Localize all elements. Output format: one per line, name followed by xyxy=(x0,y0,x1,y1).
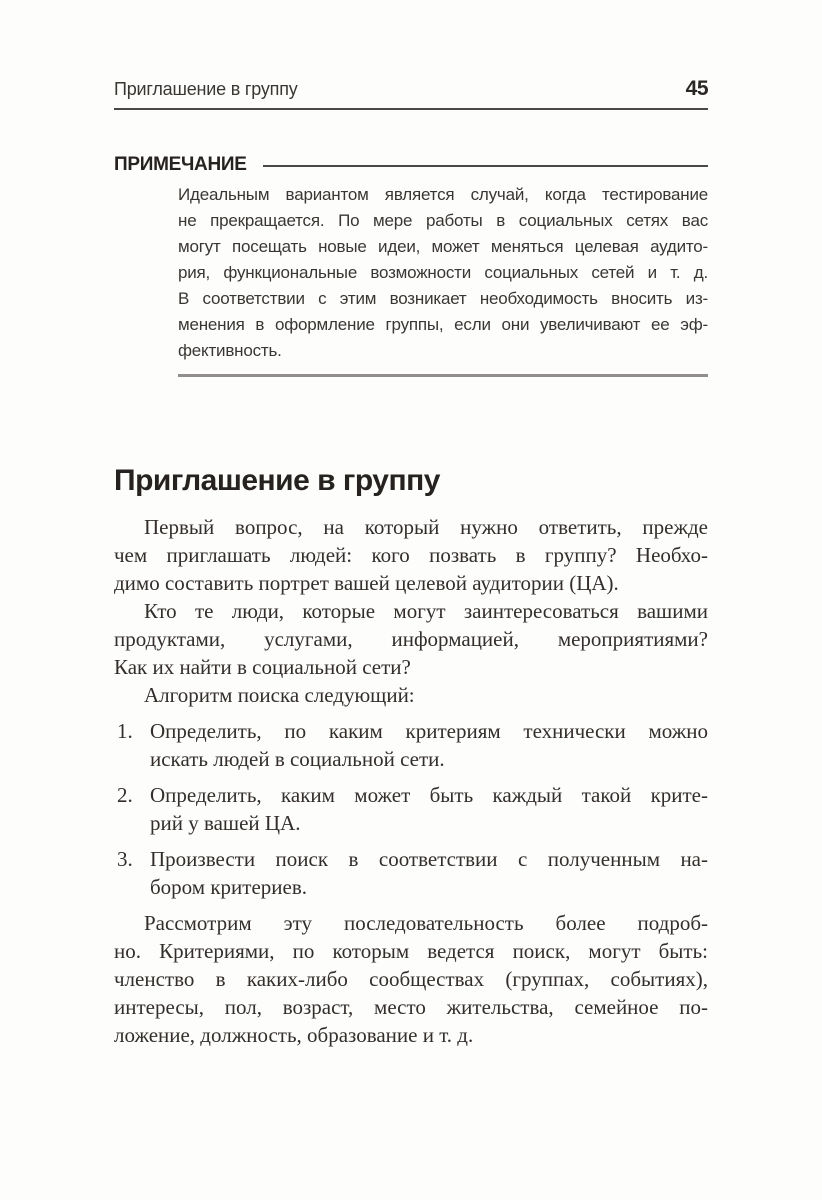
text-line: Кто те люди, которые могут заинтересоваться вашими xyxy=(144,599,708,623)
text-line: Как их найти в социальной сети? xyxy=(114,655,411,679)
paragraph xyxy=(114,597,708,681)
paragraph xyxy=(114,909,708,1049)
paragraph xyxy=(114,513,708,597)
text-line: продуктами, услугами, информацией, мероприятиями? xyxy=(114,627,708,651)
text-line: ложение, должность, образование и т. д. xyxy=(114,1023,474,1047)
note-label-rule xyxy=(263,165,708,167)
text-line: могут посещать новые идеи, может меняться целевая аудито- xyxy=(178,237,708,256)
text-line: рий у вашей ЦА. xyxy=(150,811,301,835)
list-item xyxy=(114,781,708,837)
text-line: рия, функциональные возможности социальных сетей и т. д. xyxy=(178,263,708,282)
text-line: Алгоритм поиска следующий: xyxy=(144,683,415,707)
text-line: Определить, по каким критериям технически можно xyxy=(150,719,708,743)
text-line: Определить, каким может быть каждый такой крите- xyxy=(150,783,708,807)
header-rule xyxy=(114,108,708,110)
text-line: Рассмотрим эту последовательность более подроб- xyxy=(144,911,708,935)
page-header xyxy=(114,78,708,100)
list-item-text xyxy=(150,717,708,773)
text-line: но. Критериями, по которым ведется поиск, могут быть: xyxy=(114,939,708,963)
list-item xyxy=(114,845,708,901)
note-box xyxy=(114,154,708,377)
paragraph xyxy=(114,681,708,709)
chapter-body xyxy=(114,513,708,1049)
list-item-text xyxy=(150,845,708,901)
note-text xyxy=(178,182,708,364)
text-line: чем приглашать людей: кого позвать в группу? Необхо- xyxy=(114,543,708,567)
chapter-title: Приглашение в группу xyxy=(114,464,440,497)
list-item-marker: 2. xyxy=(117,783,133,807)
note-label: ПРИМЕЧАНИЕ xyxy=(114,154,247,175)
text-line: менения в оформление группы, если они увеличивают ее эф- xyxy=(178,315,708,334)
note-bottom-rule xyxy=(178,374,708,377)
text-line: В соответствии с этим возникает необходимость вносить из- xyxy=(178,289,708,308)
text-line: димо составить портрет вашей целевой аудитории (ЦА). xyxy=(114,571,619,595)
list-item-marker: 3. xyxy=(117,847,133,871)
text-line: Идеальным вариантом является случай, когда тестирование xyxy=(178,185,708,204)
running-header-title: Приглашение в группу xyxy=(114,79,298,99)
text-line: бором критериев. xyxy=(150,875,307,899)
text-line: Первый вопрос, на который нужно ответить, прежде xyxy=(144,515,708,539)
note-header xyxy=(114,154,708,176)
text-line: Произвести поиск в соответствии с полученным на- xyxy=(150,847,708,871)
list-item-text xyxy=(150,781,708,837)
text-line: фективность. xyxy=(178,341,282,360)
text-line: членство в каких-либо сообществах (группах, событиях), xyxy=(114,967,708,991)
text-line: интересы, пол, возраст, место жительства, семейное по- xyxy=(114,995,708,1019)
list-item xyxy=(114,717,708,773)
page-number: 45 xyxy=(685,77,708,100)
text-line: не прекращается. По мере работы в социальных сетях вас xyxy=(178,211,708,230)
numbered-list xyxy=(114,717,708,901)
text-line: искать людей в социальной сети. xyxy=(150,747,445,771)
list-item-marker: 1. xyxy=(117,719,133,743)
